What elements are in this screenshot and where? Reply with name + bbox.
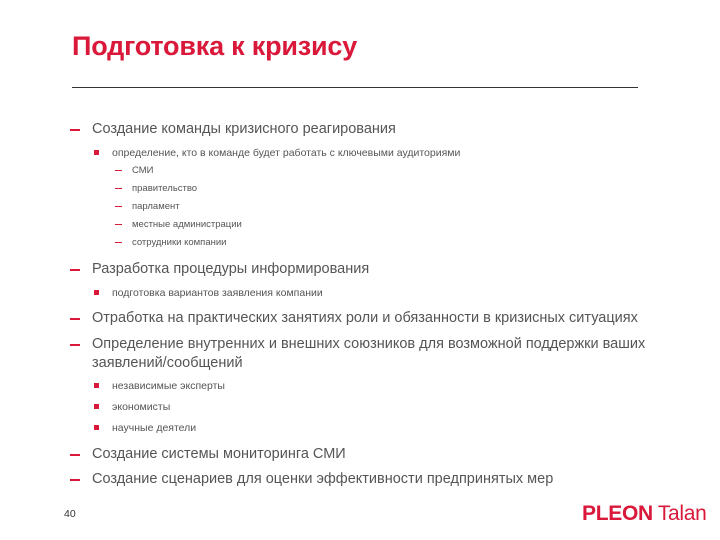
dash-bullet-icon <box>70 454 80 456</box>
square-bullet-icon <box>94 404 99 409</box>
bullet-text: Разработка процедуры информирования <box>92 261 370 277</box>
sub-sub-bullet-media <box>70 165 650 177</box>
sub-sub-bullet-text: парламент <box>132 201 180 212</box>
dash-bullet-icon <box>115 224 122 225</box>
dash-bullet-icon <box>70 479 80 481</box>
logo-brand: PLEON <box>582 502 653 525</box>
bullet-effectiveness-scenarios <box>70 470 650 489</box>
square-bullet-icon <box>94 425 99 430</box>
pleon-talan-logo <box>582 502 707 526</box>
sub-bullet-text: экономисты <box>112 401 171 413</box>
bullet-text: Создание системы мониторинга СМИ <box>92 446 346 462</box>
sub-bullet-text: подготовка вариантов заявления компании <box>112 287 323 299</box>
dash-bullet-icon <box>70 318 80 320</box>
sub-bullet-statements <box>70 286 650 300</box>
sub-bullet-independent-experts <box>70 379 650 393</box>
bullet-allies <box>70 335 650 373</box>
sub-sub-bullet-parliament <box>70 201 650 213</box>
sub-sub-bullet-text: местные администрации <box>132 219 242 230</box>
sub-bullet-scientists <box>70 421 650 435</box>
square-bullet-icon <box>94 290 99 295</box>
square-bullet-icon <box>94 383 99 388</box>
bullet-practice-roles <box>70 309 650 328</box>
bullet-media-monitoring <box>70 445 650 464</box>
dash-bullet-icon <box>115 188 122 189</box>
sub-sub-bullet-text: сотрудники компании <box>132 237 227 248</box>
logo-partner: Talan <box>657 502 707 525</box>
square-bullet-icon <box>94 150 99 155</box>
sub-sub-bullet-employees <box>70 237 650 249</box>
dash-bullet-icon <box>70 129 80 131</box>
sub-sub-bullet-local-admin <box>70 219 650 231</box>
dash-bullet-icon <box>115 206 122 207</box>
dash-bullet-icon <box>70 344 80 346</box>
bullet-crisis-team <box>70 120 650 139</box>
bullet-text: Определение внутренних и внешних союзников для возможной поддержки ваших заявлений/сообщений <box>92 336 646 371</box>
page-number: 40 <box>64 508 76 520</box>
dash-bullet-icon <box>70 269 80 271</box>
sub-bullet-audiences <box>70 146 650 160</box>
sub-sub-bullet-text: правительство <box>132 183 198 194</box>
bullet-text: Создание сценариев для оценки эффективности предпринятых мер <box>92 471 554 487</box>
sub-bullet-text: независимые эксперты <box>112 380 225 392</box>
bullet-info-procedure <box>70 260 650 279</box>
bullet-text: Отработка на практических занятиях роли и обязанности в кризисных ситуациях <box>92 310 638 326</box>
bullet-text: Создание команды кризисного реагирования <box>92 121 396 137</box>
sub-sub-bullet-government <box>70 183 650 195</box>
dash-bullet-icon <box>115 170 122 171</box>
sub-bullet-text: определение, кто в команде будет работать с ключевыми аудиториями <box>112 147 461 159</box>
slide-content <box>70 120 650 489</box>
sub-sub-bullet-text: СМИ <box>132 165 154 176</box>
sub-bullet-text: научные деятели <box>112 422 197 434</box>
title-divider <box>72 87 638 88</box>
slide-title: Подготовка к кризису <box>72 31 358 61</box>
dash-bullet-icon <box>115 242 122 243</box>
sub-bullet-economists <box>70 400 650 414</box>
